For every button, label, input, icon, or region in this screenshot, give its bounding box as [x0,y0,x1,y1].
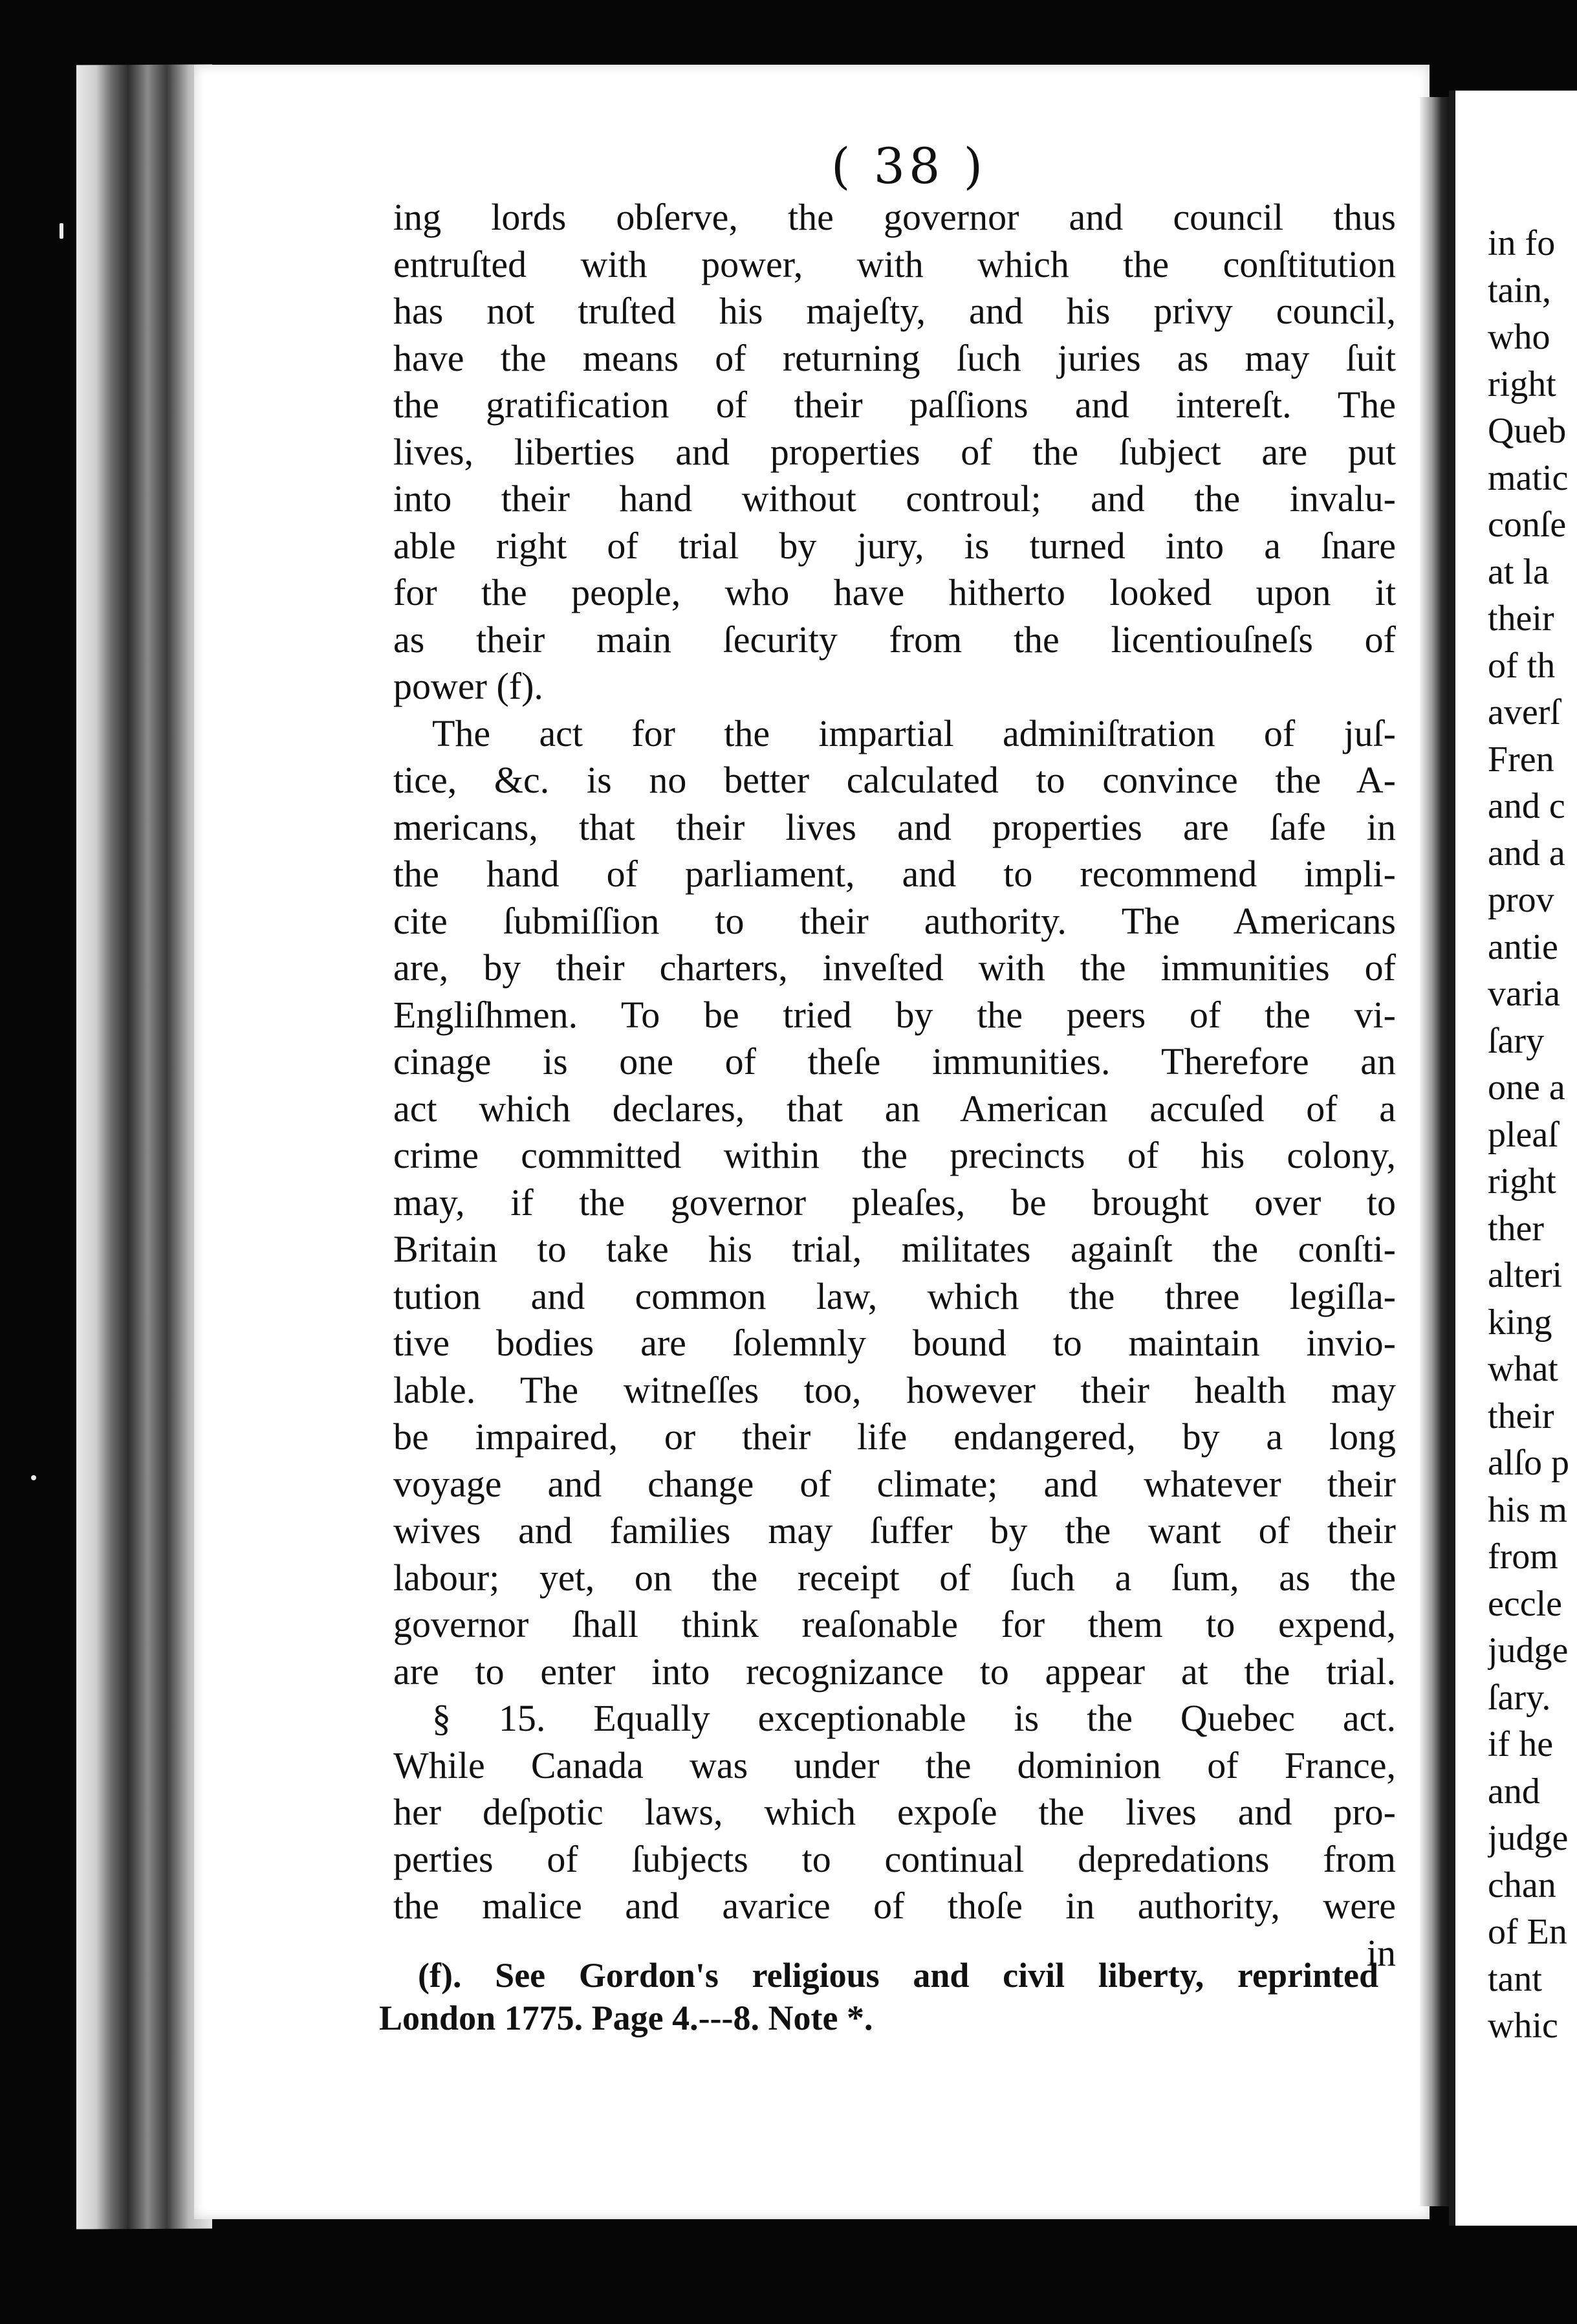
facing-line: judge [1488,1630,1569,1671]
facing-line: their [1488,598,1554,639]
facing-line: prov [1488,880,1554,920]
facing-line: eccle [1488,1583,1562,1624]
text-line: tive bodies are ſolemnly bound to maintain invio- [393,1322,1396,1364]
facing-line: alteri [1488,1255,1563,1295]
text-line: are, by their charters, inveſted with the immunities of [393,947,1396,989]
facing-line: ſary [1488,1020,1545,1061]
facing-line: who [1488,317,1550,357]
text-line: has not truſted his majeſty, and his privy council, [393,290,1396,332]
footnote-line: (f). See Gordon's religious and civil liberty, reprinted [418,1956,1378,1995]
page-number: ( 38 ) [831,137,987,195]
facing-line: Fren [1488,739,1554,780]
text-line: mericans, that their lives and properties are ſafe in [393,806,1396,848]
text-line: into their hand without controul; and the invalu- [393,477,1396,520]
catchword: in [1366,1931,1396,1974]
footnote-line: London 1775. Page 4.---8. Note *. [379,1999,873,2037]
scan-speck [31,1475,36,1480]
facing-line: right [1488,1161,1556,1201]
text-line: ing lords obſerve, the governor and council thus [393,196,1396,238]
text-line: may, if the governor pleaſes, be brought over to [393,1181,1396,1223]
book-gutter [1420,97,1451,2206]
text-line: power (f). [393,665,543,707]
text-line: as their main ſecurity from the licentiouſneſs of [393,618,1396,661]
text-line: act which declares, that an American accuſed of a [393,1087,1396,1130]
facing-line: what [1488,1349,1558,1389]
text-line: have the means of returning ſuch juries as may ſuit [393,336,1396,379]
facing-line: their [1488,1396,1554,1436]
text-line: able right of trial by jury, is turned into a ſnare [393,524,1396,567]
facing-line: his m [1488,1489,1567,1530]
facing-line: from [1488,1537,1558,1577]
text-line: tice, &c. is no better calculated to convince the A- [393,759,1396,801]
facing-line: right [1488,364,1556,404]
text-line: her deſpotic laws, which expoſe the lives and pro- [393,1791,1396,1833]
facing-line: king [1488,1302,1552,1343]
body-text [393,194,1396,1977]
facing-line: ther [1488,1208,1545,1249]
text-line: the gratification of their paſſions and intereſt. The [393,384,1396,426]
text-line: entruſted with power, with which the conſtitution [393,243,1396,285]
facing-line: antie [1488,926,1558,967]
facing-line: and c [1488,786,1565,826]
facing-line: whic [1488,2006,1558,2046]
text-line: § 15. Equally exceptionable is the Quebec act. [432,1697,1396,1739]
text-line: crime committed within the precincts of his colony, [393,1134,1396,1176]
text-line: be impaired, or their life endangered, by a long [393,1416,1396,1458]
facing-line: pleaſ [1488,1114,1558,1155]
facing-line: and [1488,1771,1540,1812]
facing-line: alſo p [1488,1443,1569,1483]
facing-line: if he [1488,1724,1554,1764]
facing-line: of th [1488,645,1556,686]
facing-page-text [1488,220,1577,2050]
facing-line: one a [1488,1068,1565,1108]
text-line: are to enter into recognizance to appear at the trial. [393,1650,1396,1693]
facing-line: tant [1488,1958,1542,1999]
footnote [379,1954,1378,2039]
facing-line: varia [1488,974,1560,1014]
scan-speck [60,223,63,239]
text-line: wives and families may ſuffer by the want of their [393,1509,1396,1551]
facing-line: and a [1488,833,1565,873]
text-line: While Canada was under the dominion of France, [393,1744,1396,1786]
text-line: perties of ſubjects to continual depredations from [393,1837,1396,1880]
facing-line: at la [1488,551,1549,592]
facing-line: conſe [1488,505,1567,545]
text-line: lable. The witneſſes too, however their health may [393,1368,1396,1411]
text-line: for the people, who have hitherto looked upon it [393,571,1396,613]
page-stack-edge [76,64,212,2229]
text-line: Britain to take his trial, militates againſt the conſti- [393,1228,1396,1270]
facing-line: chan [1488,1865,1556,1905]
facing-line: tain, [1488,270,1551,311]
text-line: governor ſhall think reaſonable for them to expend, [393,1603,1396,1645]
facing-line: judge [1488,1818,1569,1858]
text-line: voyage and change of climate; and whatever their [393,1462,1396,1505]
facing-line: ſary. [1488,1677,1551,1718]
text-line: the hand of parliament, and to recommend impli- [393,853,1396,895]
text-line: Engliſhmen. To be tried by the peers of the vi- [393,993,1396,1036]
facing-line: matic [1488,457,1569,498]
text-line: The act for the impartial adminiſtration of juſ- [432,712,1396,754]
text-line: labour; yet, on the receipt of ſuch a ſum, as the [393,1556,1396,1599]
facing-line: in fo [1488,223,1556,263]
facing-line: Queb [1488,411,1567,451]
text-line: tution and common law, which the three legiſla- [393,1275,1396,1317]
text-line: cite ſubmiſſion to their authority. The Americans [393,899,1396,942]
text-line: lives, liberties and properties of the ſubject are put [393,430,1396,473]
facing-line: of En [1488,1912,1567,1952]
text-line: cinage is one of theſe immunities. Therefore an [393,1040,1396,1082]
facing-line: averſ [1488,692,1560,732]
text-line: the malice and avarice of thoſe in authority, were [393,1885,1396,1927]
